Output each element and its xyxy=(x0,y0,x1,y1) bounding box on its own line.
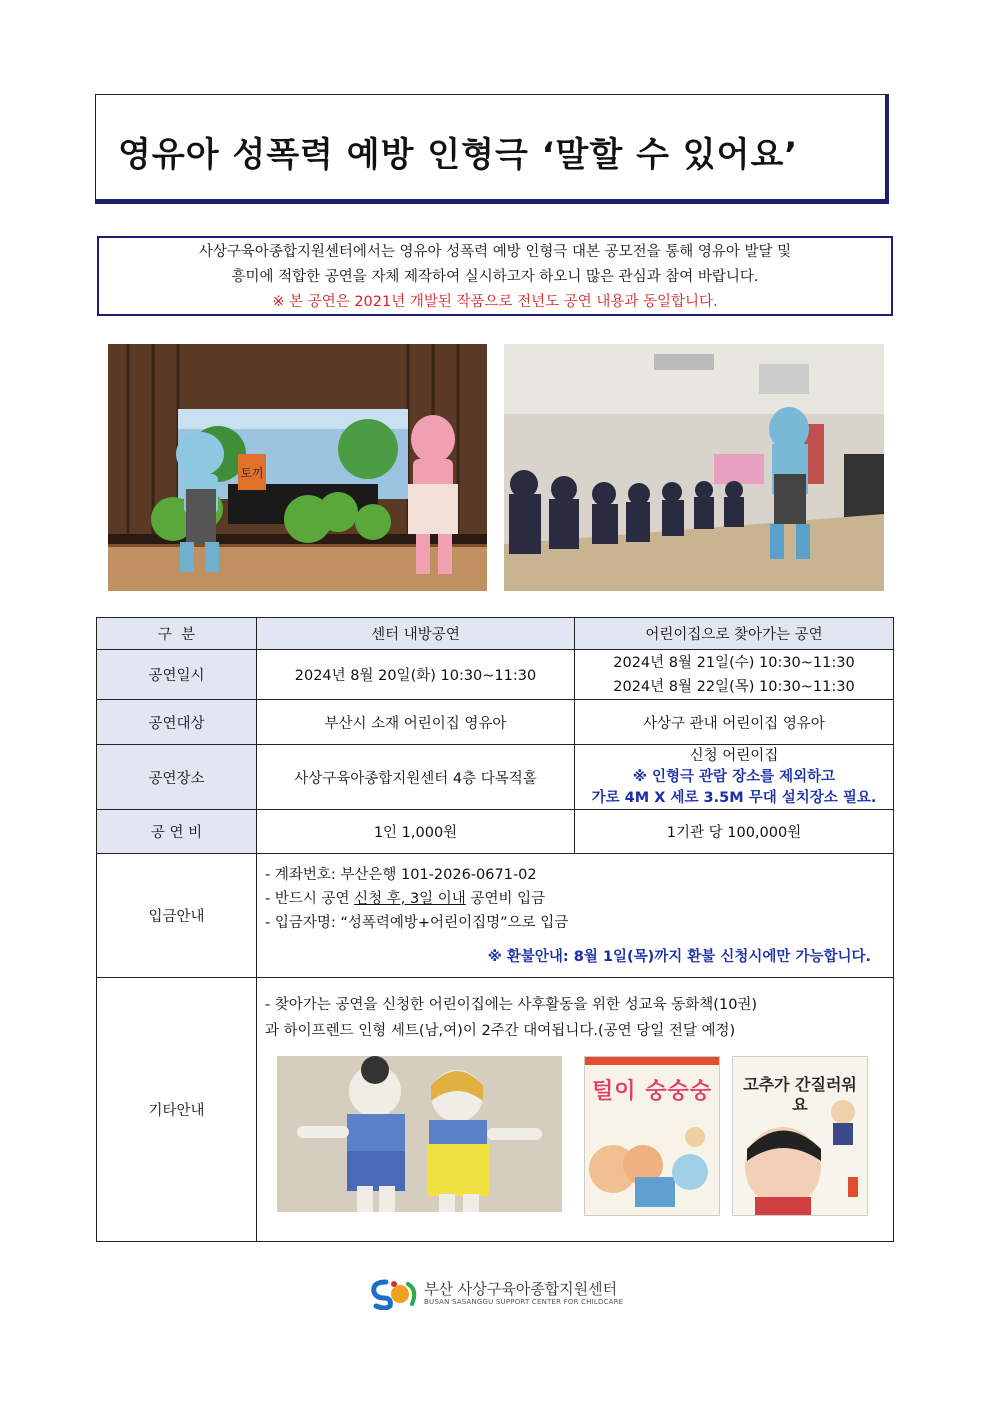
payment-deadline-underline: 신청 후, 3일 이내 xyxy=(354,890,466,907)
title-box xyxy=(95,94,889,204)
date-center: 2024년 8월 20일(화) 10:30~11:30 xyxy=(257,650,575,700)
payment-details xyxy=(257,854,894,978)
stage-photo xyxy=(108,344,487,591)
refund-notice: ※ 환불안내: 8월 1일(목)까지 환불 신청시에만 가능합니다. xyxy=(487,948,871,965)
date-visit xyxy=(575,650,894,700)
puppet-sign: 토끼 xyxy=(240,466,264,480)
payment-depositor: - 입금자명: “성폭력예방+어린이집명”으로 입금 xyxy=(265,914,569,931)
table-row-date xyxy=(97,650,894,700)
date-visit-1: 2024년 8월 21일(수) 10:30~11:30 xyxy=(613,654,855,671)
header-center: 센터 내방공연 xyxy=(257,618,575,650)
intro-notice: ※ 본 공연은 2021년 개발된 작품으로 전년도 공연 내용과 동일합니다. xyxy=(272,294,718,310)
audience-photo xyxy=(504,344,884,591)
place-visit-main: 신청 어린이집 xyxy=(689,747,779,764)
target-center: 부산시 소재 어린이집 영유아 xyxy=(257,700,575,745)
book-2-title: 고추가 간질러워요 xyxy=(743,1075,857,1114)
target-visit: 사상구 관내 어린이집 영유아 xyxy=(575,700,894,745)
other-text-1: - 찾아가는 공연을 신청한 어린이집에는 사후활동을 위한 성교육 동화책(10권) xyxy=(265,997,758,1013)
place-center: 사상구육아종합지원센터 4층 다목적홀 xyxy=(257,745,575,810)
table-row-target xyxy=(97,700,894,745)
row-label-payment: 입금안내 xyxy=(97,854,257,978)
payment-account: - 계좌번호: 부산은행 101-2026-0671-02 xyxy=(265,866,537,883)
footer-center-name: 부산 사상구육아종합지원센터 xyxy=(424,1280,618,1298)
header-category: 구 분 xyxy=(97,618,257,650)
table-row-other xyxy=(97,978,894,1242)
center-logo-icon xyxy=(370,1276,420,1310)
intro-line-1: 사상구육아종합지원센터에서는 영유아 성폭력 예방 인형극 대본 공모전을 통해 영유아 발달 및 xyxy=(198,244,792,260)
place-visit xyxy=(575,745,894,810)
row-label-place: 공연장소 xyxy=(97,745,257,810)
book-cover-1 xyxy=(584,1056,720,1216)
other-details xyxy=(257,978,894,1242)
fee-center: 1인 1,000원 xyxy=(257,810,575,854)
intro-box xyxy=(97,236,893,316)
row-label-fee: 공 연 비 xyxy=(97,810,257,854)
book-1-title: 털이 숭숭숭 xyxy=(592,1079,712,1104)
page-title: 영유아 성폭력 예방 인형극 ‘말할 수 있어요’ xyxy=(118,135,799,175)
table-header-row xyxy=(97,618,894,650)
table-row-payment xyxy=(97,854,894,978)
other-text-2: 과 하이프렌드 인형 세트(남,여)이 2주간 대여됩니다.(공연 당일 전달 예정) xyxy=(265,1023,736,1039)
table-row-place xyxy=(97,745,894,810)
other-images xyxy=(265,1056,887,1226)
place-visit-note-2: 가로 4M X 세로 3.5M 무대 설치장소 필요. xyxy=(591,789,877,806)
payment-deadline-post: 공연비 입금 xyxy=(465,890,546,907)
date-visit-2: 2024년 8월 22일(목) 10:30~11:30 xyxy=(613,678,855,695)
payment-deadline xyxy=(265,887,893,911)
place-visit-note-1: ※ 인형극 관람 장소를 제외하고 xyxy=(632,768,836,785)
row-label-other: 기타안내 xyxy=(97,978,257,1242)
info-table xyxy=(96,617,894,1242)
fee-visit: 1기관 당 100,000원 xyxy=(575,810,894,854)
book-cover-2 xyxy=(732,1056,868,1216)
header-visit: 어린이집으로 찾아가는 공연 xyxy=(575,618,894,650)
intro-line-2: 흥미에 적합한 공연을 자체 제작하여 실시하고자 하오니 많은 관심과 참여 바랍니다. xyxy=(231,269,759,285)
footer-center-subtitle: BUSAN SASANGGU SUPPORT CENTER FOR CHILDCARE xyxy=(424,1298,624,1306)
payment-deadline-pre: - 반드시 공연 xyxy=(265,890,355,907)
table-row-fee xyxy=(97,810,894,854)
doll-set-photo xyxy=(277,1056,562,1212)
row-label-target: 공연대상 xyxy=(97,700,257,745)
footer-logo xyxy=(370,1276,670,1312)
row-label-date: 공연일시 xyxy=(97,650,257,700)
